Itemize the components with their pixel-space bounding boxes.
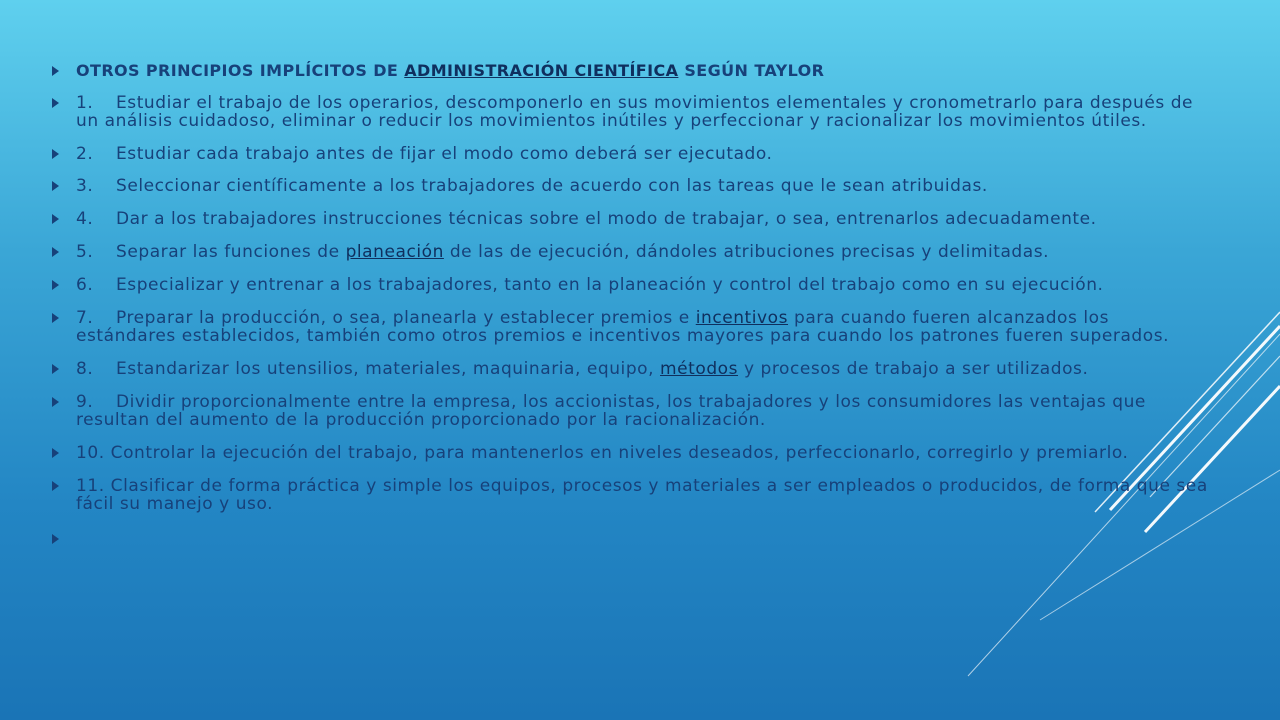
list-item-1 bbox=[50, 94, 1210, 130]
bullet-arrow-icon bbox=[52, 364, 59, 374]
list-item-8 bbox=[50, 360, 1210, 378]
list-item-2 bbox=[50, 145, 1210, 163]
item-text: Estandarizar los utensilios, materiales, maquinaria, equipo, bbox=[116, 359, 661, 379]
list-item-10 bbox=[50, 444, 1210, 462]
list-item-4 bbox=[50, 210, 1210, 228]
bullet-arrow-icon bbox=[52, 214, 59, 224]
item-text: Clasificar de forma práctica y simple los equipos, procesos y materiales a ser empleados o producidos, de forma que sea fácil su manejo y uso. bbox=[76, 476, 1208, 514]
list-item-5 bbox=[50, 243, 1210, 261]
bullet-arrow-icon bbox=[52, 98, 59, 108]
item-number: 11. bbox=[76, 476, 105, 496]
bullet-list bbox=[50, 62, 1210, 548]
slide-title bbox=[50, 62, 1210, 80]
item-text: Preparar la producción, o sea, planearla y establecer premios e bbox=[116, 308, 696, 328]
item-number: 4. bbox=[76, 209, 94, 229]
item-text: Estudiar cada trabajo antes de fijar el modo como deberá ser ejecutado. bbox=[116, 144, 773, 164]
item-number: 5. bbox=[76, 242, 94, 262]
item-number: 9. bbox=[76, 392, 94, 412]
item-text: Seleccionar científicamente a los trabajadores de acuerdo con las tareas que le sean atribuidas. bbox=[116, 176, 988, 196]
list-item-6 bbox=[50, 276, 1210, 294]
link-metodos[interactable]: métodos bbox=[660, 359, 739, 379]
title-text-end: SEGÚN TAYLOR bbox=[678, 61, 825, 80]
link-planeacion[interactable]: planeación bbox=[345, 242, 444, 262]
link-administracion-cientifica[interactable]: ADMINISTRACIÓN CIENTÍFICA bbox=[404, 61, 679, 80]
bullet-arrow-icon bbox=[52, 149, 59, 159]
item-text: Controlar la ejecución del trabajo, para mantenerlos en niveles deseados, perfeccionarlo, corregirlo y premiarlo. bbox=[110, 443, 1129, 463]
title-text: OTROS PRINCIPIOS IMPLÍCITOS DE bbox=[76, 61, 405, 80]
list-item-7 bbox=[50, 309, 1210, 345]
bullet-arrow-icon bbox=[52, 481, 59, 491]
list-item-9 bbox=[50, 393, 1210, 429]
item-number: 2. bbox=[76, 144, 94, 164]
bullet-arrow-icon bbox=[52, 448, 59, 458]
bullet-arrow-icon bbox=[52, 66, 59, 76]
bullet-arrow-icon bbox=[52, 181, 59, 191]
item-number: 6. bbox=[76, 275, 94, 295]
bullet-arrow-icon bbox=[52, 280, 59, 290]
slide-content bbox=[50, 62, 1210, 548]
item-text: Dar a los trabajadores instrucciones técnicas sobre el modo de trabajar, o sea, entrenarlos adecuadamente. bbox=[116, 209, 1097, 229]
item-text: Especializar y entrenar a los trabajadores, tanto en la planeación y control del trabajo como en su ejecución. bbox=[116, 275, 1104, 295]
item-text-end: y procesos de trabajo a ser utilizados. bbox=[738, 359, 1089, 379]
item-number: 8. bbox=[76, 359, 94, 379]
list-item-empty bbox=[50, 530, 1210, 548]
item-number: 7. bbox=[76, 308, 94, 328]
bullet-arrow-icon bbox=[52, 247, 59, 257]
link-incentivos[interactable]: incentivos bbox=[695, 308, 789, 328]
item-number: 1. bbox=[76, 93, 94, 113]
list-item-11 bbox=[50, 477, 1210, 513]
list-item-3 bbox=[50, 177, 1210, 195]
item-text: Separar las funciones de bbox=[116, 242, 346, 262]
item-text: Estudiar el trabajo de los operarios, descomponerlo en sus movimientos elementales y cronometrarlo para después de un análisis cuidadoso, eliminar o reducir los movimientos inútiles y perfeccionar y racionalizar los movimientos útiles. bbox=[76, 93, 1194, 131]
item-text-end: de las de ejecución, dándoles atribuciones precisas y delimitadas. bbox=[443, 242, 1050, 262]
bullet-arrow-icon bbox=[52, 534, 59, 544]
item-number: 3. bbox=[76, 176, 94, 196]
item-text: Dividir proporcionalmente entre la empresa, los accionistas, los trabajadores y los consumidores las ventajas que resultan del aumento de la producción proporcionado por la racionalización. bbox=[76, 392, 1146, 430]
bullet-arrow-icon bbox=[52, 313, 59, 323]
bullet-arrow-icon bbox=[52, 397, 59, 407]
item-text-end: para cuando fueren alcanzados los estándares establecidos, también como otros premios e incentivos mayores para cuando los patrones fueren superados. bbox=[76, 308, 1170, 346]
item-number: 10. bbox=[76, 443, 105, 463]
